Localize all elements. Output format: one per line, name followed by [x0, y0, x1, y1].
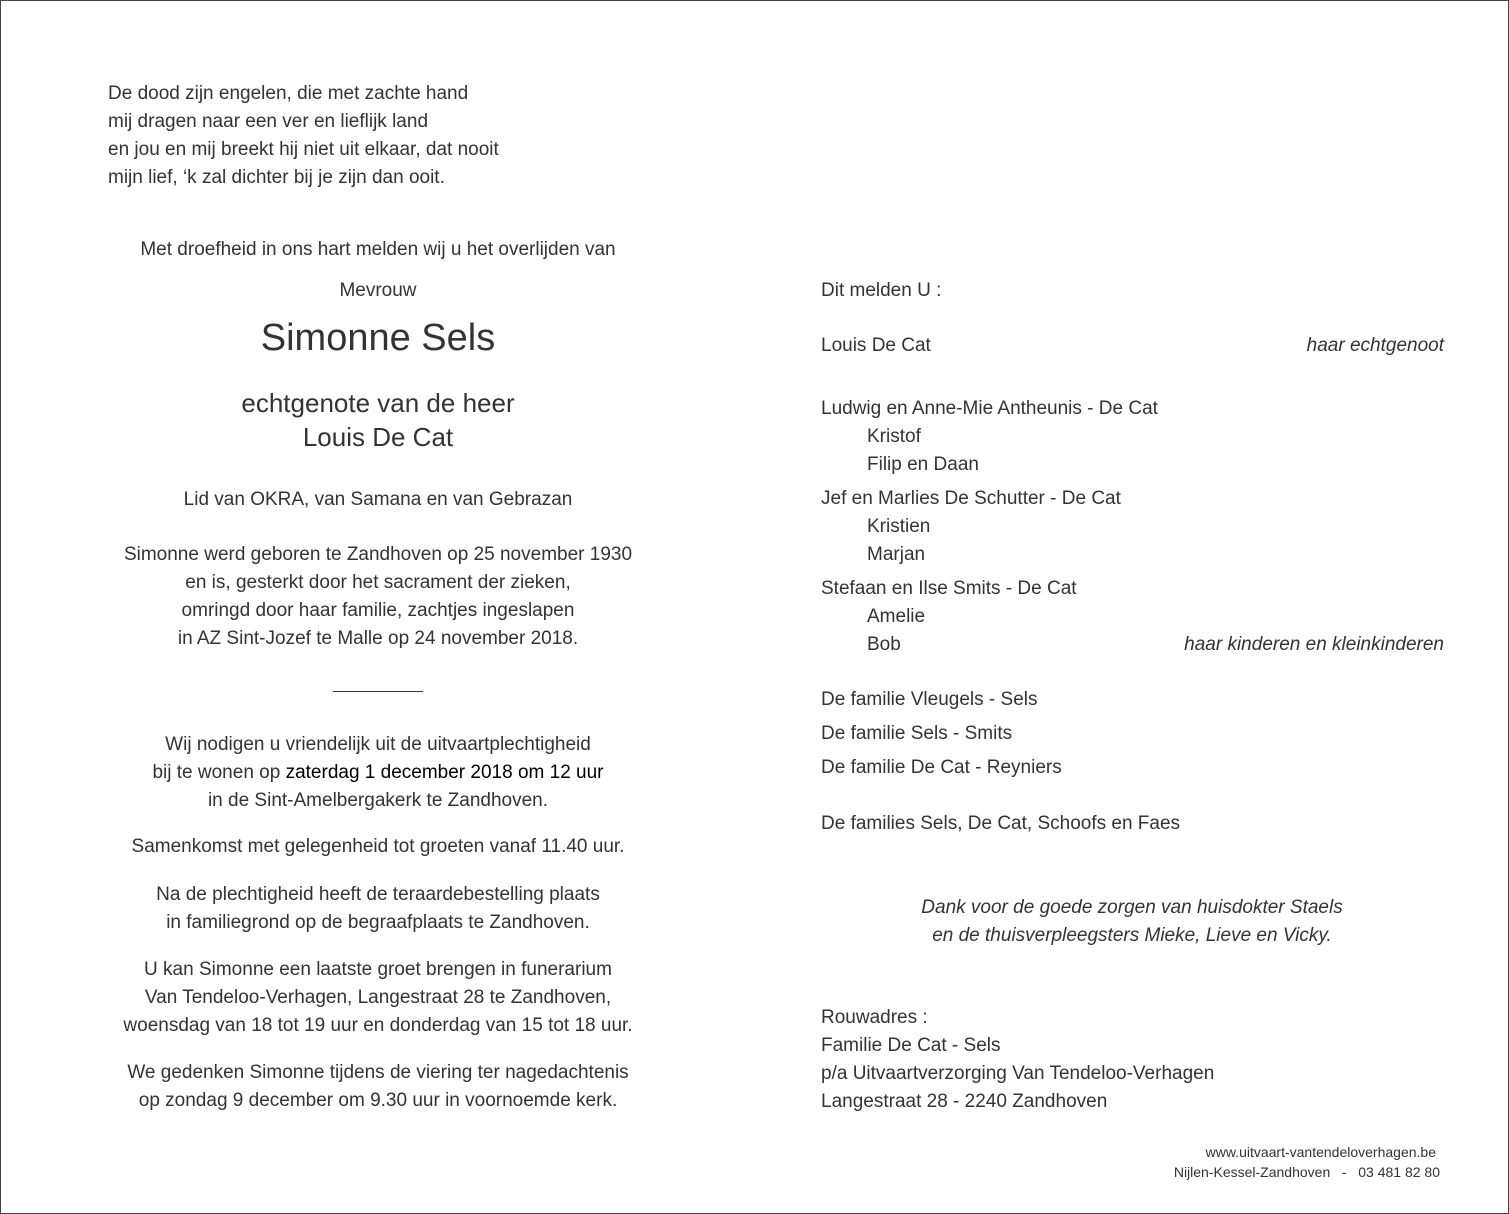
spouse-line: echtgenote van de heer [241, 388, 515, 418]
burial-line: in familiegrond op de begraafplaats te Zandhoven. [166, 912, 590, 933]
contact: Nijlen-Kessel-Zandhoven - 03 481 82 80 [1173, 1164, 1440, 1180]
family-group-1 [821, 395, 1158, 479]
address-line: Langestraat 28 - 2240 Zandhoven [821, 1091, 1108, 1112]
invitation-line: in de Sint-Amelbergakerk te Zandhoven. [207, 790, 549, 811]
grandchild: Amelie [867, 606, 926, 627]
poem-line: mij dragen naar een ver en lieflijk land [108, 111, 429, 132]
family-line: De familie Sels - Smits [821, 723, 1013, 744]
honorific: Mevrouw [339, 280, 417, 301]
grandchild: Marjan [867, 544, 926, 565]
announcement: Met droefheid in ons hart melden wij u het overlijden van [140, 239, 616, 260]
invitation-line [41, 759, 715, 787]
burial-line: Na de plechtigheid heeft de teraardebestelling plaats [156, 884, 600, 905]
life-text [41, 541, 715, 653]
grandchild: Kristof [867, 426, 921, 447]
poem-line: mijn lief, ‘k zal dichter bij je zijn dan ooit. [108, 167, 445, 188]
funeral-date: zaterdag 1 december 2018 om 12 uur [285, 762, 604, 783]
grandchild: Filip en Daan [867, 454, 979, 475]
grandchild: Kristien [867, 516, 931, 537]
farewell [41, 956, 715, 1040]
husband-name: Louis De Cat [821, 335, 931, 356]
family-line: De familie De Cat - Reyniers [821, 757, 1062, 778]
farewell-line: U kan Simonne een laatste groet brengen in funerarium [144, 959, 612, 980]
burial [41, 881, 715, 937]
life-line: en is, gesterkt door het sacrament der zieken, [185, 572, 571, 593]
parents: Ludwig en Anne-Mie Antheunis - De Cat [821, 398, 1158, 419]
poem [108, 80, 499, 192]
life-line: Simonne werd geboren te Zandhoven op 25 november 1930 [123, 544, 633, 565]
deceased-name: Simonne Sels [260, 317, 496, 359]
address-line: p/a Uitvaartverzorging Van Tendeloo-Verhagen [821, 1063, 1215, 1084]
remembrance [41, 1059, 715, 1115]
husband-role: haar echtgenoot [1306, 335, 1444, 356]
family-line: De familie Vleugels - Sels [821, 689, 1038, 710]
invitation [41, 731, 715, 815]
membership: Lid van OKRA, van Samana en van Gebrazan [183, 489, 573, 510]
divider [333, 691, 423, 692]
website: www.uitvaart-vantendeloverhagen.be [1205, 1144, 1436, 1160]
children-role: haar kinderen en kleinkinderen [1184, 634, 1444, 655]
family-header: Dit melden U : [821, 280, 942, 301]
invitation-prefix: bij te wonen op [152, 762, 286, 783]
invitation-line: Wij nodigen u vriendelijk uit de uitvaartplechtigheid [165, 734, 591, 755]
farewell-line: Van Tendeloo-Verhagen, Langestraat 28 te Zandhoven, [144, 987, 612, 1008]
mourning-address [821, 1004, 1214, 1116]
life-line: in AZ Sint-Jozef te Malle op 24 november 2018. [177, 628, 579, 649]
parents: Jef en Marlies De Schutter - De Cat [821, 488, 1121, 509]
address-line: Familie De Cat - Sels [821, 1035, 1001, 1056]
thanks [821, 894, 1443, 950]
family-group-3 [821, 575, 1077, 659]
thanks-line: Dank voor de goede zorgen van huisdokter Staels [921, 897, 1343, 918]
parents: Stefaan en Ilse Smits - De Cat [821, 578, 1077, 599]
spouse-name: Louis De Cat [302, 422, 454, 452]
remembrance-line: op zondag 9 december om 9.30 uur in voornoemde kerk. [138, 1090, 618, 1111]
farewell-line: woensdag van 18 tot 19 uur en donderdag van 15 tot 18 uur. [123, 1015, 633, 1036]
remembrance-line: We gedenken Simonne tijdens de viering ter nagedachtenis [127, 1062, 629, 1083]
grandchild: Bob [867, 634, 901, 655]
poem-line: De dood zijn engelen, die met zachte hand [108, 83, 469, 104]
thanks-line: en de thuisverpleegsters Mieke, Lieve en Vicky. [932, 925, 1332, 946]
gathering: Samenkomst met gelegenheid tot groeten vanaf 11.40 uur. [131, 836, 625, 857]
family-group-2 [821, 485, 1121, 569]
life-line: omringd door haar familie, zachtjes ingeslapen [181, 600, 575, 621]
extended-families: De families Sels, De Cat, Schoofs en Faes [821, 813, 1181, 834]
address-label: Rouwadres : [821, 1007, 928, 1028]
poem-line: en jou en mij breekt hij niet uit elkaar, dat nooit [108, 139, 499, 160]
